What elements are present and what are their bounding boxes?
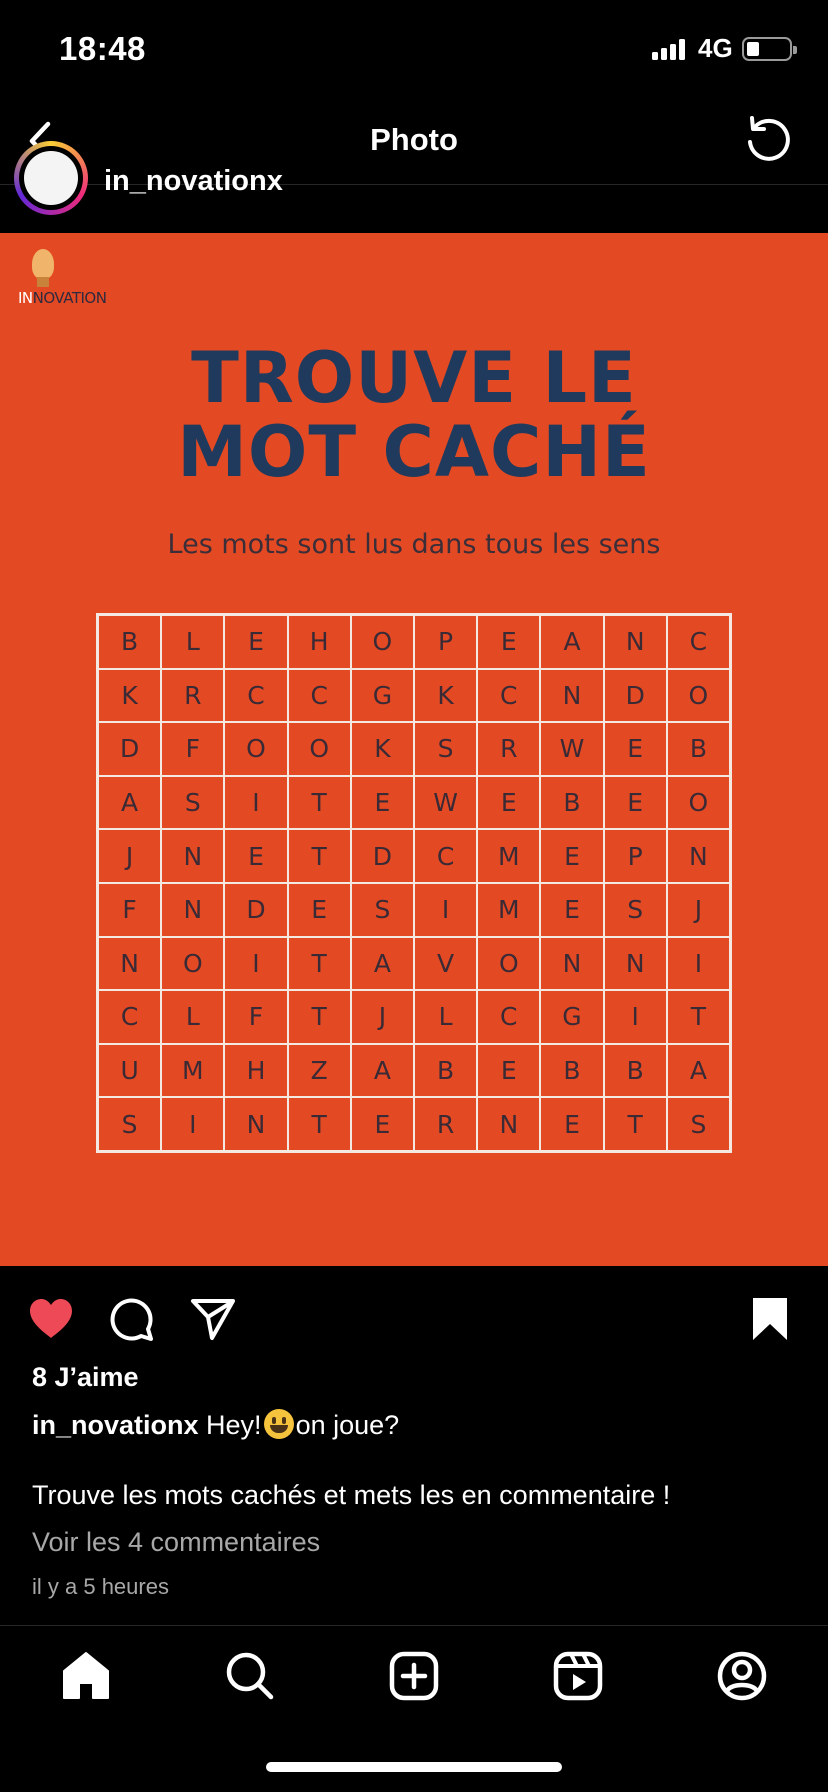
grid-cell: E <box>540 829 603 883</box>
grid-cell: L <box>414 990 477 1044</box>
caption-text-start: Hey! <box>206 1410 262 1440</box>
grid-cell: E <box>477 776 540 830</box>
signal-icon <box>652 38 688 60</box>
grid-cell: E <box>224 615 287 669</box>
grid-cell: T <box>604 1097 667 1151</box>
grid-cell: C <box>224 669 287 723</box>
grid-cell: F <box>224 990 287 1044</box>
share-button[interactable] <box>188 1294 238 1344</box>
caption-body: Trouve les mots cachés et mets les en commentaire ! <box>32 1480 671 1510</box>
post-header <box>0 165 828 233</box>
grid-cell: R <box>414 1097 477 1151</box>
grid-cell: J <box>98 829 161 883</box>
reels-icon <box>551 1649 605 1703</box>
caption-text-end: on joue? <box>295 1410 400 1440</box>
grid-cell: I <box>414 883 477 937</box>
grid-cell: A <box>351 937 414 991</box>
grid-cell: E <box>540 883 603 937</box>
grid-cell: T <box>288 1097 351 1151</box>
grid-cell: E <box>477 615 540 669</box>
grid-cell: M <box>477 829 540 883</box>
grid-cell: E <box>351 1097 414 1151</box>
likes-count[interactable]: 8 J’aime <box>32 1362 139 1392</box>
grid-cell: N <box>98 937 161 991</box>
post-action-bar <box>0 1266 828 1366</box>
grid-cell: R <box>477 722 540 776</box>
grid-cell: O <box>288 722 351 776</box>
grid-cell: B <box>540 776 603 830</box>
grid-cell: N <box>161 883 224 937</box>
grid-cell: T <box>288 776 351 830</box>
grid-cell: D <box>604 669 667 723</box>
grid-cell: B <box>667 722 730 776</box>
grid-cell: E <box>540 1097 603 1151</box>
grid-cell: T <box>667 990 730 1044</box>
tab-home[interactable] <box>59 1649 113 1703</box>
view-comments-link[interactable]: Voir les 4 commentaires <box>32 1527 321 1557</box>
battery-icon <box>742 37 792 61</box>
grid-cell: F <box>161 722 224 776</box>
grid-cell: E <box>604 722 667 776</box>
grid-cell: K <box>351 722 414 776</box>
grid-cell: S <box>161 776 224 830</box>
grid-cell: M <box>161 1044 224 1098</box>
post-author[interactable]: in_novationx <box>104 165 283 197</box>
grid-cell: A <box>351 1044 414 1098</box>
heart-icon <box>26 1294 76 1344</box>
grid-cell: H <box>288 615 351 669</box>
grinning-face-emoji <box>264 1409 294 1439</box>
grid-cell: E <box>224 829 287 883</box>
tab-reels[interactable] <box>551 1649 605 1703</box>
grid-cell: N <box>540 937 603 991</box>
post-image[interactable] <box>0 233 828 1266</box>
grid-cell: O <box>477 937 540 991</box>
grid-cell: C <box>98 990 161 1044</box>
grid-cell: N <box>604 937 667 991</box>
grid-cell: T <box>288 937 351 991</box>
brand-name-prefix: IN <box>18 289 33 307</box>
grid-cell: D <box>224 883 287 937</box>
grid-cell: E <box>288 883 351 937</box>
grid-cell: W <box>414 776 477 830</box>
home-icon <box>59 1649 113 1703</box>
grid-cell: L <box>161 615 224 669</box>
grid-cell: N <box>540 669 603 723</box>
grid-cell: N <box>224 1097 287 1151</box>
grid-cell: N <box>667 829 730 883</box>
grid-cell: S <box>604 883 667 937</box>
grid-cell: J <box>667 883 730 937</box>
bookmark-icon <box>745 1294 795 1344</box>
grid-cell: K <box>414 669 477 723</box>
grid-cell: P <box>604 829 667 883</box>
home-indicator[interactable] <box>266 1762 562 1772</box>
profile-icon <box>715 1649 769 1703</box>
new-post-icon <box>387 1649 441 1703</box>
grid-cell: F <box>98 883 161 937</box>
brand-name-suffix: NOVATION <box>32 289 107 307</box>
grid-cell: T <box>288 990 351 1044</box>
status-time: 18:48 <box>59 30 146 67</box>
grid-cell: O <box>351 615 414 669</box>
grid-cell: I <box>224 937 287 991</box>
grid-cell: A <box>540 615 603 669</box>
grid-cell: E <box>477 1044 540 1098</box>
grid-cell: T <box>288 829 351 883</box>
grid-cell: I <box>604 990 667 1044</box>
grid-cell: N <box>161 829 224 883</box>
grid-cell: L <box>161 990 224 1044</box>
comment-button[interactable] <box>107 1294 157 1344</box>
network-type: 4G <box>698 33 733 63</box>
share-icon <box>188 1294 238 1344</box>
lightbulb-icon <box>32 249 54 279</box>
like-button[interactable] <box>26 1294 76 1344</box>
grid-cell: O <box>224 722 287 776</box>
grid-cell: E <box>604 776 667 830</box>
grid-cell: A <box>98 776 161 830</box>
puzzle-title-line-2: MOT CACHÉ <box>177 411 651 493</box>
grid-cell: D <box>98 722 161 776</box>
page-title: Photo <box>370 122 458 157</box>
grid-cell: C <box>414 829 477 883</box>
grid-cell: G <box>540 990 603 1044</box>
tab-new-post[interactable] <box>387 1649 441 1703</box>
word-search-grid <box>96 613 732 1153</box>
grid-cell: S <box>351 883 414 937</box>
grid-cell: N <box>477 1097 540 1151</box>
grid-cell: E <box>351 776 414 830</box>
grid-cell: I <box>224 776 287 830</box>
grid-cell: M <box>477 883 540 937</box>
puzzle-title-line-1: TROUVE LE <box>191 337 637 419</box>
grid-cell: S <box>414 722 477 776</box>
avatar[interactable] <box>14 141 88 215</box>
grid-cell: B <box>98 615 161 669</box>
status-bar <box>0 0 828 100</box>
grid-cell: I <box>161 1097 224 1151</box>
grid-cell: O <box>161 937 224 991</box>
caption <box>32 1409 399 1441</box>
save-button[interactable] <box>745 1294 795 1344</box>
caption-username[interactable]: in_novationx <box>32 1410 199 1440</box>
grid-cell: S <box>667 1097 730 1151</box>
grid-cell: B <box>540 1044 603 1098</box>
grid-cell: U <box>98 1044 161 1098</box>
puzzle-title <box>0 337 828 493</box>
tab-search[interactable] <box>223 1649 277 1703</box>
refresh-button[interactable] <box>742 114 792 164</box>
grid-cell: C <box>667 615 730 669</box>
grid-cell: G <box>351 669 414 723</box>
grid-cell: V <box>414 937 477 991</box>
grid-cell: Z <box>288 1044 351 1098</box>
tab-profile[interactable] <box>715 1649 769 1703</box>
grid-cell: C <box>477 990 540 1044</box>
grid-cell: C <box>477 669 540 723</box>
comment-icon <box>107 1294 157 1344</box>
grid-cell: R <box>161 669 224 723</box>
grid-cell: J <box>351 990 414 1044</box>
grid-cell: D <box>351 829 414 883</box>
grid-cell: I <box>667 937 730 991</box>
search-icon <box>223 1649 277 1703</box>
puzzle-subtitle: Les mots sont lus dans tous les sens <box>167 529 661 560</box>
grid-cell: S <box>98 1097 161 1151</box>
grid-cell: H <box>224 1044 287 1098</box>
grid-cell: C <box>288 669 351 723</box>
grid-cell: A <box>667 1044 730 1098</box>
refresh-icon <box>742 114 792 164</box>
grid-cell: N <box>604 615 667 669</box>
grid-cell: W <box>540 722 603 776</box>
grid-cell: O <box>667 669 730 723</box>
grid-cell: O <box>667 776 730 830</box>
grid-cell: P <box>414 615 477 669</box>
grid-cell: K <box>98 669 161 723</box>
post-timestamp: il y a 5 heures <box>32 1574 169 1599</box>
grid-cell: B <box>414 1044 477 1098</box>
grid-cell: B <box>604 1044 667 1098</box>
brand-logo <box>18 247 128 317</box>
